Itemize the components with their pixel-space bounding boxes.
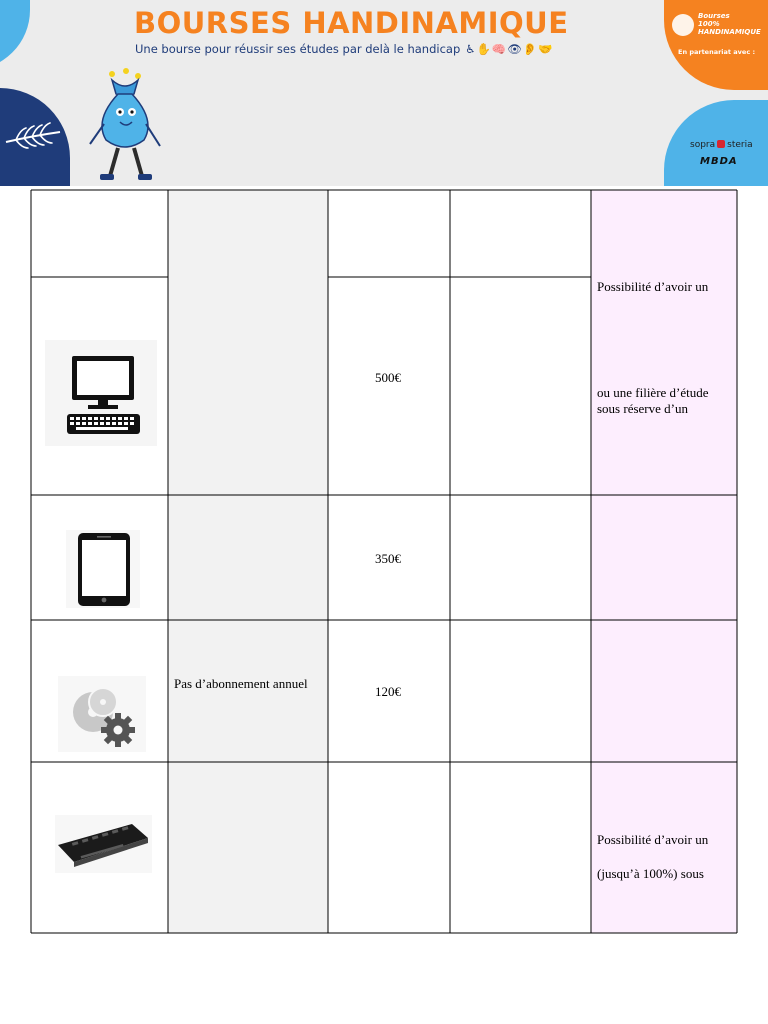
possibility-note-line: sous réserve d’un (597, 401, 688, 416)
disability-pictograms-icon: ♿✋🧠👁👂🤝 (465, 42, 554, 56)
logo-text-line: Bourses (698, 12, 730, 20)
steria-text: steria (727, 140, 753, 150)
desktop-computer-icon (45, 340, 157, 446)
price-computer: 500€ (375, 370, 401, 385)
sopra-text: sopra (690, 140, 716, 150)
banner-title: BOURSES HANDINAMIQUE (134, 6, 569, 40)
banner-subtitle-text: Une bourse pour réussir ses études par delà le handicap (135, 42, 461, 56)
grey-column-bg (168, 190, 328, 933)
possibility-note-line: Possibilité d’avoir un (597, 279, 709, 294)
subscription-note: Pas d’abonnement annuel (174, 676, 308, 691)
possibility-note-line: ou une filière d’étude (597, 385, 709, 400)
braille-keyboard-icon (55, 815, 152, 873)
possibility-note-line: (jusqu’à 100%) sous (597, 866, 704, 881)
price-software: 120€ (375, 684, 401, 699)
tablet-icon (66, 530, 140, 608)
price-tablet: 350€ (375, 551, 401, 566)
pink-column-bg (591, 190, 737, 933)
logo-text-line: 100% (698, 20, 720, 28)
mbda-logo: MBDA (700, 156, 738, 167)
software-discs-icon (58, 676, 146, 752)
logo-text-line: HANDINAMIQUE (698, 28, 761, 36)
possibility-note-line: Possibilité d’avoir un (597, 832, 709, 847)
partner-label: En partenariat avec : (678, 48, 756, 56)
